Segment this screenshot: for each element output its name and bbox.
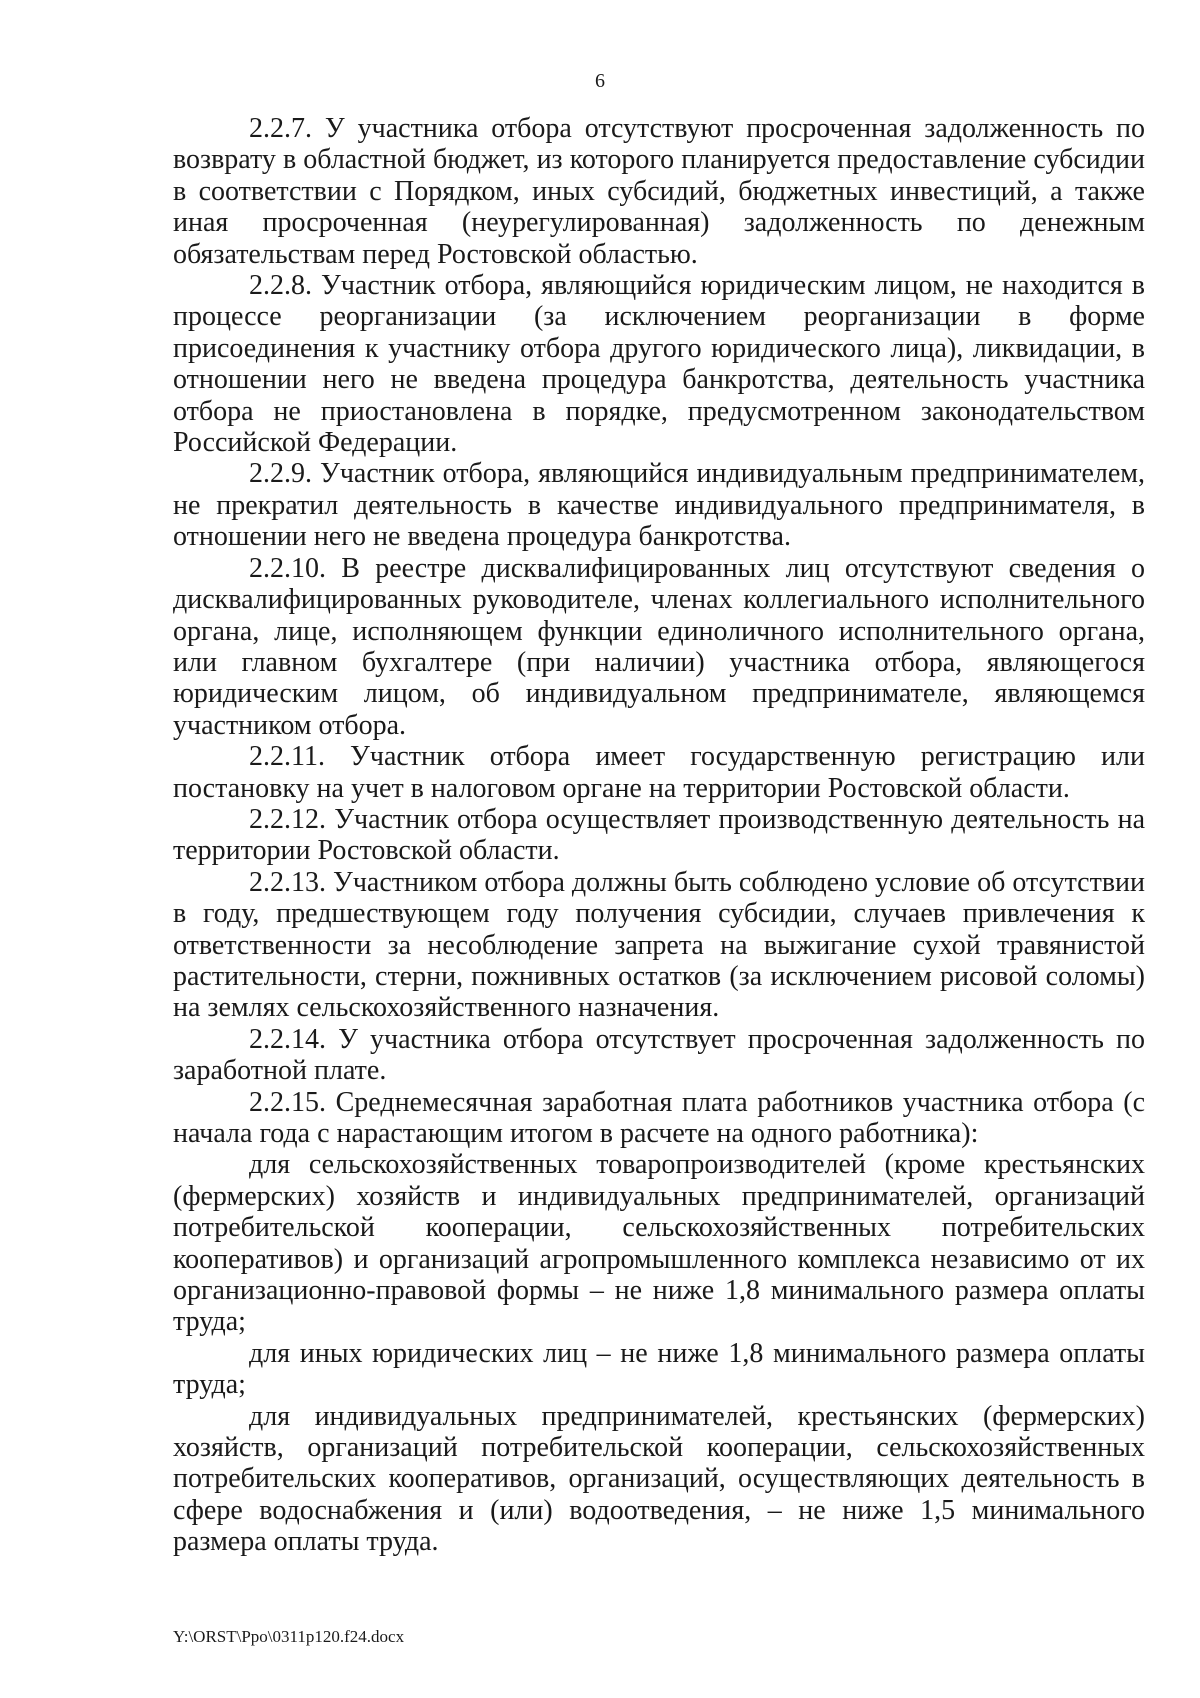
paragraph-2-2-14: 2.2.14. У участника отбора отсутствует просроченная задолженность по заработной плате.: [173, 1023, 1145, 1087]
paragraph-2-2-13: 2.2.13. Участником отбора должны быть соблюдено условие об отсутствии в году, предшествующем году получения субсидии, случаев привлечения к ответственности за несоблюдение запрета на выжигание сухой травянистой растительности, стерни, пожнивных остатков (за исключением рисовой соломы) на землях сельскохозяйственного назначения.: [173, 866, 1146, 1024]
paragraph-2-2-10: 2.2.10. В реестре дисквалифицированных лиц отсутствуют сведения о дисквалифицированных руководителе, членах коллегиального исполнительного органа, лице, исполняющем функции единоличного исполнительного органа, или главном бухгалтере (при наличии) участника отбора, являющегося юридическим лицом, об индивидуальном предпринимателе, являющемся участником отбора.: [173, 552, 1145, 741]
paragraph-2-2-9: 2.2.9. Участник отбора, являющийся индивидуальным предпринимателем, не прекратил деятельность в качестве индивидуального предпринимателя, в отношении него не введена процедура банкротства.: [173, 458, 1145, 553]
paragraph-2-2-7: 2.2.7. У участника отбора отсутствуют просроченная задолженность по возврату в областной бюджет, из которого планируется предоставление субсидии в соответствии с Порядком, иных субсидий, бюджетных инвестиций, а также иная просроченная (неурегулированная) задолженность по денежным обязательствам перед Ростовской областью.: [173, 113, 1145, 270]
paragraph-individual-entrepreneurs: для индивидуальных предпринимателей, крестьянских (фермерских) хозяйств, организаций потребительской кооперации, сельскохозяйственных потребительских кооперативов, организаций, осуществляющих деятельность в сфере водоснабжения и (или) водоотведения, – не ниже 1,5 минимального размера оплаты труда.: [173, 1400, 1145, 1558]
paragraph-other-legal-entities: для иных юридических лиц – не ниже 1,8 минимального размера оплаты труда;: [173, 1337, 1145, 1401]
page-number: 6: [595, 70, 605, 92]
paragraph-2-2-15: 2.2.15. Среднемесячная заработная плата работников участника отбора (с начала года с нарастающим итогом в расчете на одного работника):: [173, 1086, 1145, 1149]
paragraph-agricultural-producers: для сельскохозяйственных товаропроизводителей (кроме крестьянских (фермерских) хозяйств и индивидуальных предпринимателей, организаций потребительской кооперации, сельскохозяйственных потребительских кооперативов) и организаций агропромышленного комплекса независимо от их организационно-правовой формы – не ниже 1,8 минимального размера оплаты труда;: [173, 1149, 1145, 1338]
paragraph-2-2-12: 2.2.12. Участник отбора осуществляет производственную деятельность на территории Ростовской области.: [173, 803, 1145, 867]
footer-file-path: Y:\ORST\Ppo\0311p120.f24.docx: [173, 1627, 405, 1646]
document-body: [173, 113, 1145, 1558]
paragraph-2-2-11: 2.2.11. Участник отбора имеет государственную регистрацию или постановку на учет в налоговом органе на территории Ростовской области.: [173, 741, 1145, 804]
paragraph-2-2-8: 2.2.8. Участник отбора, являющийся юридическим лицом, не находится в процессе реорганизации (за исключением реорганизации в форме присоединения к участнику отбора другого юридического лица), ликвидации, в отношении него не введена процедура банкротства, деятельность участника отбора не приостановлена в порядке, предусмотренном законодательством Российской Федерации.: [173, 270, 1145, 459]
